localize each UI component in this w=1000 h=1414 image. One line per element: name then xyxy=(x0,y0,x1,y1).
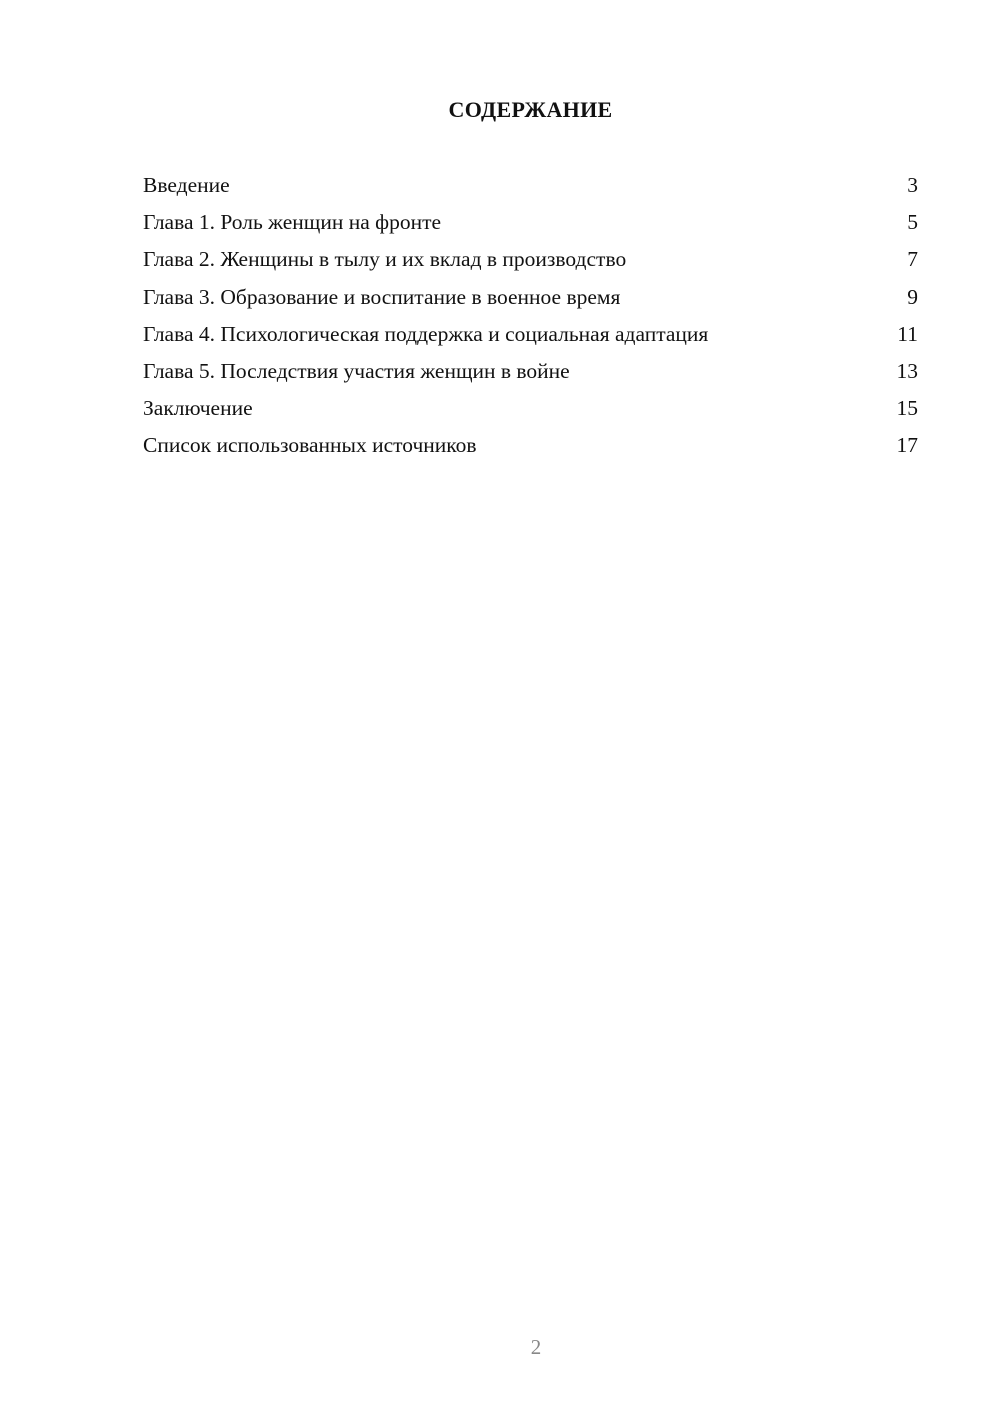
toc-item-label: Глава 2. Женщины в тылу и их вклад в производство xyxy=(143,247,627,272)
toc-item-label: Глава 3. Образование и воспитание в военное время xyxy=(143,284,621,309)
toc-item-chapter-3[interactable] xyxy=(143,282,918,319)
toc-item-introduction[interactable] xyxy=(143,170,918,207)
toc-item-page: 7 xyxy=(907,247,918,272)
toc-item-chapter-4[interactable] xyxy=(143,319,918,356)
toc-item-chapter-1[interactable] xyxy=(143,207,918,244)
toc-item-label: Заключение xyxy=(143,396,253,421)
page-title: СОДЕРЖАНИЕ xyxy=(448,97,613,122)
table-of-contents xyxy=(143,170,918,468)
toc-item-page: 9 xyxy=(907,284,918,309)
toc-item-page: 5 xyxy=(907,210,918,235)
toc-item-page: 11 xyxy=(897,321,918,346)
toc-item-page: 3 xyxy=(907,173,918,197)
toc-item-page: 13 xyxy=(896,358,918,383)
toc-item-label: Список использованных источников xyxy=(143,433,477,458)
toc-item-page: 17 xyxy=(896,433,918,458)
toc-item-label: Глава 4. Психологическая поддержка и социальная адаптация xyxy=(143,321,709,346)
toc-item-label: Глава 5. Последствия участия женщин в войне xyxy=(143,358,570,383)
toc-item-label: Глава 1. Роль женщин на фронте xyxy=(143,210,442,235)
page-number: 2 xyxy=(530,1335,542,1359)
toc-item-page: 15 xyxy=(896,396,918,421)
toc-item-conclusion[interactable] xyxy=(143,393,918,430)
toc-item-references[interactable] xyxy=(143,430,918,467)
toc-item-chapter-2[interactable] xyxy=(143,244,918,281)
toc-item-chapter-5[interactable] xyxy=(143,356,918,393)
toc-item-label: Введение xyxy=(143,173,230,197)
